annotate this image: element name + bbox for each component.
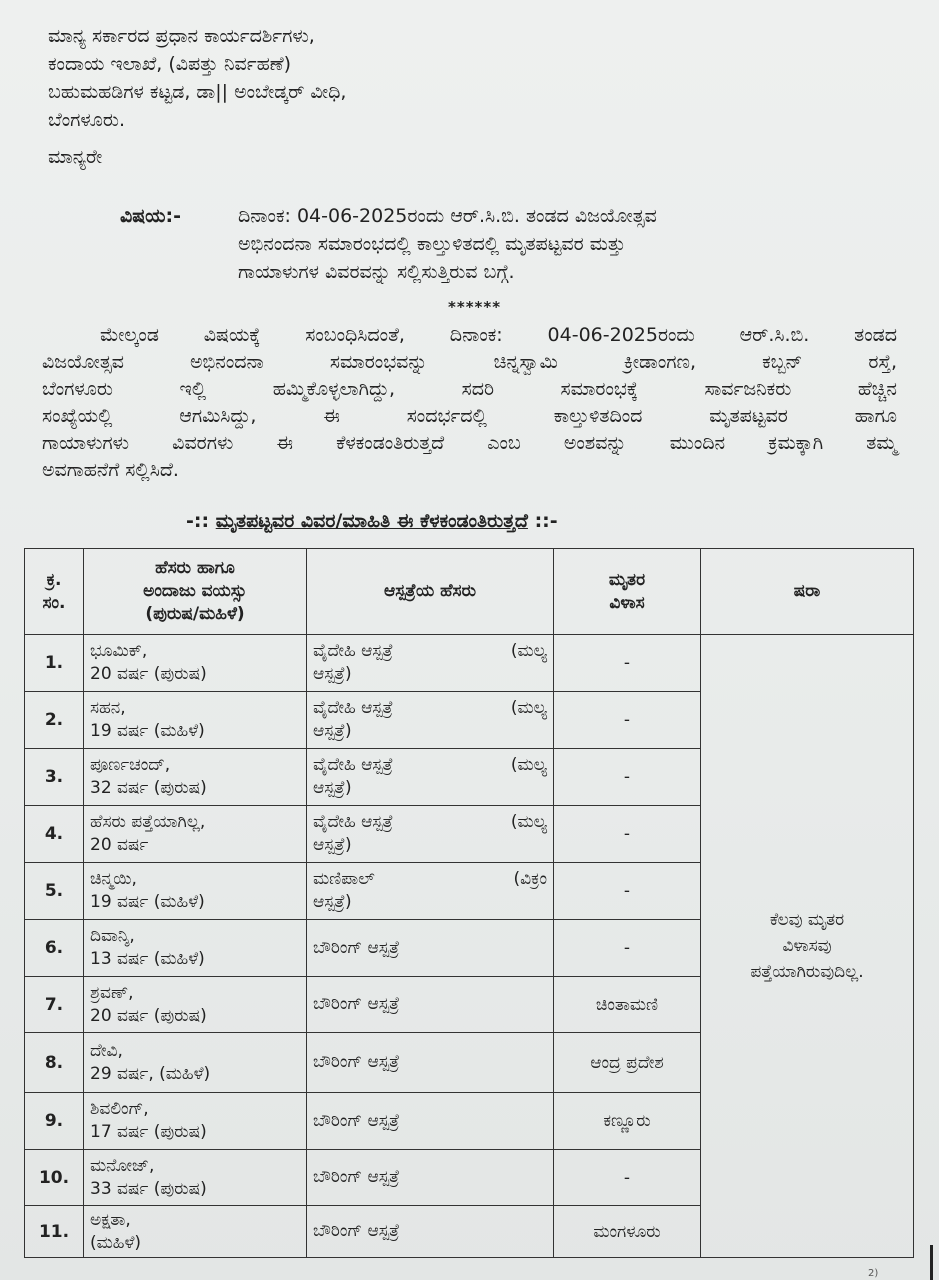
row-name [84, 692, 307, 749]
header-name-line-2: ಅಂದಾಜು ವಯಸ್ಸು [143, 581, 247, 601]
hospital-name: ವೈದೇಹಿ ಆಸ್ಪತ್ರೆ [313, 641, 394, 661]
row-name-line-2: 32 ವರ್ಷ (ಪುರುಷ) [90, 778, 207, 798]
table-heading [186, 510, 558, 532]
hospital-name: ಮಣಿಪಾಲ್ [313, 869, 375, 889]
row-name [84, 863, 307, 920]
separator: ****** [448, 298, 502, 316]
row-serial: 7. [25, 977, 84, 1033]
subject-line-3: ಗಾಯಾಳುಗಳ ವಿವರವನ್ನು ಸಲ್ಲಿಸುತ್ತಿರುವ ಬಗ್ಗೆ. [238, 261, 515, 283]
paragraph-line-6: ಅವಗಾಹನೆಗೆ ಸಲ್ಲಿಸಿದೆ. [42, 459, 179, 481]
row-address: - [554, 920, 701, 977]
row-hospital-line-1 [313, 1166, 547, 1189]
row-serial: 9. [25, 1093, 84, 1150]
hospital-name-extra: (ವಿಕ್ರಂ [513, 869, 547, 889]
header-hospital: ಆಸ್ಪತ್ರೆಯ ಹೆಸರು [307, 549, 554, 635]
paragraph-line-1: ಮೇಲ್ಕಂಡ ವಿಷಯಕ್ಕೆ ಸಂಬಂಧಿಸಿದಂತೆ, ದಿನಾಂಕ: 04-06-2025ರಂದು ಆರ್.ಸಿ.ಬಿ. ತಂಡದ [100, 324, 897, 346]
header-address-line-1: ಮೃತರ [608, 569, 646, 590]
remarks-cell [701, 635, 914, 1258]
row-name [84, 635, 307, 692]
row-serial: 11. [25, 1206, 84, 1258]
table-row [25, 635, 914, 692]
row-hospital-line-1 [313, 1051, 547, 1074]
table-header-row [25, 549, 914, 635]
hospital-name: ಬೌರಿಂಗ್ ಆಸ್ಪತ್ರೆ [313, 1167, 400, 1187]
row-address: - [554, 806, 701, 863]
header-serial [25, 549, 84, 635]
row-name-line-1: ಸಹನ, [90, 698, 126, 718]
row-name-line-1: ಮನೋಜ್, [90, 1155, 155, 1176]
row-name-line-2: 29 ವರ್ಷ, (ಮಹಿಳೆ) [90, 1063, 211, 1084]
row-name [84, 1093, 307, 1150]
header-name-line-1: ಹೆಸರು ಹಾಗೂ [155, 558, 235, 578]
recipient-address [48, 22, 346, 134]
row-hospital [307, 1033, 554, 1093]
row-hospital [307, 692, 554, 749]
row-hospital-line-1 [313, 937, 547, 960]
address-line-4: ಬೆಂಗಳೂರು. [48, 109, 126, 131]
row-name-line-2: 20 ವರ್ಷ (ಪುರುಷ) [90, 664, 207, 684]
row-name [84, 749, 307, 806]
row-serial: 2. [25, 692, 84, 749]
row-serial: 10. [25, 1150, 84, 1206]
remarks-line: ವಿಳಾಸವು [782, 936, 832, 956]
address-line-3: ಬಹುಮಹಡಿಗಳ ಕಟ್ಟಡ, ಡಾ|| ಅಂಬೇಡ್ಕರ್ ವೀಧಿ, [48, 81, 347, 103]
row-name-line-1: ಶ್ರವಣ್, [90, 982, 134, 1003]
table-body [25, 635, 914, 1258]
row-name-line-2: 19 ವರ್ಷ (ಮಹಿಳೆ) [90, 721, 205, 741]
row-hospital [307, 806, 554, 863]
salutation: ಮಾನ್ಯರೇ [48, 146, 103, 168]
hospital-name: ಬೌರಿಂಗ್ ಆಸ್ಪತ್ರೆ [313, 937, 400, 958]
hospital-name: ಬೌರಿಂಗ್ ಆಸ್ಪತ್ರೆ [313, 994, 400, 1014]
row-address: - [554, 692, 701, 749]
hospital-name-extra: (ಮಲ್ಯ [510, 698, 547, 718]
row-hospital [307, 1150, 554, 1206]
row-hospital-line-1 [313, 993, 547, 1016]
row-name-line-2: (ಮಹಿಳೆ) [90, 1232, 142, 1253]
header-address-line-2: ವಿಳಾಸ [609, 592, 645, 613]
hospital-name: ಬೌರಿಂಗ್ ಆಸ್ಪತ್ರೆ [313, 1221, 400, 1241]
row-hospital-line-1 [313, 868, 547, 891]
header-serial-line-1: ಕ್ರ. [46, 569, 62, 590]
row-hospital-line-1 [313, 754, 547, 777]
row-name-line-1: ದೇವಿ, [90, 1040, 123, 1061]
subject-line-2: ಅಭಿನಂದನಾ ಸಮಾರಂಭದಲ್ಲಿ ಕಾಲ್ತುಳಿತದಲ್ಲಿ ಮೃತಪಟ್ಟವರ ಮತ್ತು [238, 233, 626, 255]
hospital-name: ವೈದೇಹಿ ಆಸ್ಪತ್ರೆ [313, 812, 394, 832]
row-name-line-1: ಪೂರ್ಣಚಂದ್, [90, 755, 171, 775]
hospital-name: ಬೌರಿಂಗ್ ಆಸ್ಪತ್ರೆ [313, 1110, 400, 1131]
row-address: ಕಣ್ಣೂರು [554, 1093, 701, 1150]
subject-text [238, 202, 856, 286]
row-name-line-2: 17 ವರ್ಷ (ಪುರುಷ) [90, 1122, 207, 1142]
subject-line-1: ದಿನಾಂಕ: 04-06-2025ರಂದು ಆರ್.ಸಿ.ಬಿ. ತಂಡದ ವಿಜಯೋತ್ಸವ [238, 205, 657, 227]
paragraph-line-3: ಬೆಂಗಳೂರು ಇಲ್ಲಿ ಹಮ್ಮಿಕೊಳ್ಳಲಾಗಿದ್ದು, ಸದರಿ ಸಮಾರಂಭಕ್ಕೆ ಸಾರ್ವಜನಿಕರು ಹೆಚ್ಚಿನ [42, 378, 897, 400]
row-serial: 5. [25, 863, 84, 920]
row-serial: 4. [25, 806, 84, 863]
row-name-line-1: ಹೆಸರು ಪತ್ತೆಯಾಗಿಲ್ಲ, [90, 812, 206, 832]
row-hospital-line-2: ಆಸ್ಪತ್ರೆ) [313, 835, 352, 855]
hospital-name: ಬೌರಿಂಗ್ ಆಸ್ಪತ್ರೆ [313, 1052, 400, 1072]
row-hospital-line-1 [313, 697, 547, 720]
row-name-line-1: ಭೂಮಿಕ್, [90, 641, 148, 661]
paragraph-line-5: ಗಾಯಾಳುಗಳು ವಿವರಗಳು ಈ ಕೆಳಕಂಡಂತಿರುತ್ತದೆ ಎಂಬ ಅಂಶವನ್ನು ಮುಂದಿನ ಕ್ರಮಕ್ಕಾಗಿ ತಮ್ಮ [42, 432, 897, 454]
row-name [84, 1150, 307, 1206]
address-line-1: ಮಾನ್ಯ ಸರ್ಕಾರದ ಪ್ರಧಾನ ಕಾರ್ಯದರ್ಶಿಗಳು, [48, 25, 315, 47]
body-paragraph [42, 322, 897, 484]
row-address: ಚಿಂತಾಮಣಿ [554, 977, 701, 1033]
row-hospital [307, 920, 554, 977]
row-hospital-line-2: ಆಸ್ಪತ್ರೆ) [313, 778, 352, 798]
remarks-line: ಪತ್ತೆಯಾಗಿರುವುದಿಲ್ಲ. [750, 962, 864, 982]
row-serial: 6. [25, 920, 84, 977]
page-mark: 2) [868, 1268, 879, 1279]
subject-label: ವಿಷಯ:- [120, 205, 182, 227]
row-hospital [307, 1093, 554, 1150]
paragraph-line-4: ಸಂಖ್ಯೆಯಲ್ಲಿ ಆಗಮಿಸಿದ್ದು, ಈ ಸಂದರ್ಭದಲ್ಲಿ ಕಾಲ್ತುಳಿತದಿಂದ ಮೃತಪಟ್ಟವರ ಹಾಗೂ [42, 405, 897, 427]
row-name [84, 806, 307, 863]
row-name [84, 1033, 307, 1093]
row-address: ಮಂಗಳೂರು [554, 1206, 701, 1258]
row-name-line-1: ಚಿನ್ಮಯಿ, [90, 869, 137, 889]
row-name-line-1: ಅಕ್ಷತಾ, [90, 1209, 131, 1230]
row-hospital [307, 1206, 554, 1258]
row-name-line-2: 33 ವರ್ಷ (ಪುರುಷ) [90, 1178, 207, 1199]
row-hospital-line-1 [313, 811, 547, 834]
photo-edge [930, 1245, 933, 1280]
row-hospital [307, 635, 554, 692]
row-name [84, 920, 307, 977]
hospital-name-extra: (ಮಲ್ಯ [510, 812, 547, 832]
row-address: ಆಂದ್ರ ಪ್ರದೇಶ [554, 1033, 701, 1093]
row-name-line-2: 13 ವರ್ಷ (ಮಹಿಳೆ) [90, 949, 205, 969]
row-name-line-2: 19 ವರ್ಷ (ಮಹಿಳೆ) [90, 892, 205, 912]
row-hospital-line-2: ಆಸ್ಪತ್ರೆ) [313, 664, 352, 684]
hospital-name-extra: (ಮಲ್ಯ [510, 755, 547, 775]
row-address: - [554, 749, 701, 806]
row-address: - [554, 863, 701, 920]
header-remarks: ಷರಾ [701, 549, 914, 635]
row-name-line-1: ದಿವಾನ್ಶಿ, [90, 926, 135, 946]
row-hospital-line-2: ಆಸ್ಪತ್ರೆ) [313, 892, 352, 912]
row-hospital [307, 977, 554, 1033]
remarks-line: ಕೆಲವು ಮೃತರ [769, 910, 845, 930]
deceased-table [24, 548, 914, 1258]
row-hospital-line-1 [313, 1220, 547, 1243]
row-hospital-line-1 [313, 1110, 547, 1133]
row-hospital [307, 863, 554, 920]
header-name [84, 549, 307, 635]
paragraph-line-2: ವಿಜಯೋತ್ಸವ ಅಭಿನಂದನಾ ಸಮಾರಂಭವನ್ನು ಚಿನ್ನಸ್ವಾಮಿ ಕ್ರೀಡಾಂಗಣ, ಕಬ್ಬನ್ ರಸ್ತೆ, [42, 351, 897, 373]
hospital-name: ವೈದೇಹಿ ಆಸ್ಪತ್ರೆ [313, 698, 394, 718]
heading-text: ಮೃತಪಟ್ಟವರ ವಿವರ/ಮಾಹಿತಿ ಈ ಕೆಳಕಂಡಂತಿರುತ್ತದೆ [215, 510, 528, 532]
heading-suffix: ::- [527, 510, 558, 532]
address-line-2: ಕಂದಾಯ ಇಲಾಖೆ, (ವಿಪತ್ತು ನಿರ್ವಹಣೆ) [48, 53, 292, 75]
row-hospital-line-1 [313, 640, 547, 663]
row-name [84, 977, 307, 1033]
row-name-line-1: ಶಿವಲಿಂಗ್, [90, 1099, 149, 1119]
hospital-name: ವೈದೇಹಿ ಆಸ್ಪತ್ರೆ [313, 755, 394, 775]
row-serial: 8. [25, 1033, 84, 1093]
row-name [84, 1206, 307, 1258]
heading-prefix: -:: [186, 510, 216, 532]
row-hospital-line-2: ಆಸ್ಪತ್ರೆ) [313, 721, 352, 741]
row-address: - [554, 635, 701, 692]
row-name-line-2: 20 ವರ್ಷ (ಪುರುಷ) [90, 1005, 207, 1026]
row-serial: 1. [25, 635, 84, 692]
hospital-name-extra: (ಮಲ್ಯ [510, 641, 547, 661]
row-address: - [554, 1150, 701, 1206]
header-serial-line-2: ಸಂ. [42, 592, 66, 613]
row-name-line-2: 20 ವರ್ಷ [90, 835, 149, 855]
header-name-line-3: (ಪುರುಷ/ಮಹಿಳೆ) [145, 604, 245, 624]
row-hospital [307, 749, 554, 806]
row-serial: 3. [25, 749, 84, 806]
header-address [554, 549, 701, 635]
